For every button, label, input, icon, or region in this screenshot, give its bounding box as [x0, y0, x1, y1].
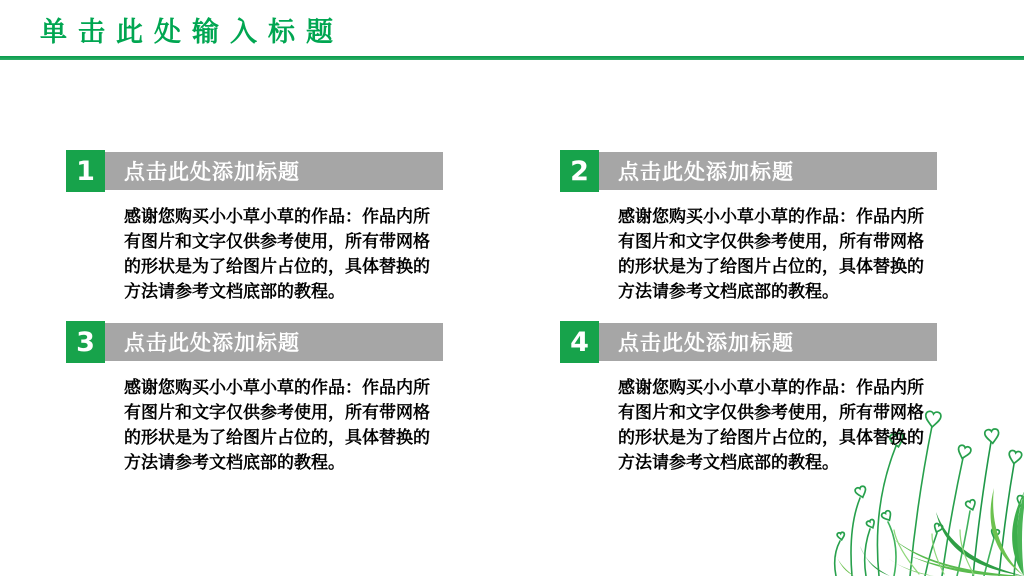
section-2 [560, 150, 937, 305]
section-3-header[interactable] [66, 321, 443, 363]
section-3 [66, 321, 443, 476]
section-4 [560, 321, 937, 476]
section-4-number-badge: 4 [560, 321, 599, 363]
section-2-header[interactable] [560, 150, 937, 192]
section-2-heading: 点击此处添加标题 [618, 160, 794, 184]
body-line: 的形状是为了给图片占位的，具体替换的 [124, 428, 430, 448]
section-1 [66, 150, 443, 305]
section-1-heading: 点击此处添加标题 [124, 160, 300, 184]
body-line: 的形状是为了给图片占位的，具体替换的 [618, 257, 924, 277]
body-line: 感谢您购买小小草小草的作品：作品内所 [124, 207, 430, 227]
body-line: 感谢您购买小小草小草的作品：作品内所 [124, 378, 430, 398]
section-4-header[interactable] [560, 321, 937, 363]
section-1-body[interactable] [124, 205, 443, 305]
section-2-body[interactable] [618, 205, 937, 305]
section-1-header[interactable] [66, 150, 443, 192]
section-3-body[interactable] [124, 376, 443, 476]
section-4-body[interactable] [618, 376, 937, 476]
body-line: 的形状是为了给图片占位的，具体替换的 [124, 257, 430, 277]
section-2-number-badge: 2 [560, 150, 599, 192]
section-1-title-bar [105, 152, 443, 190]
section-2-title-bar [599, 152, 937, 190]
body-line: 方法请参考文档底部的教程。 [124, 453, 345, 473]
body-line: 有图片和文字仅供参考使用，所有带网格 [124, 232, 430, 252]
body-line: 感谢您购买小小草小草的作品：作品内所 [618, 378, 924, 398]
section-1-number-badge: 1 [66, 150, 105, 192]
section-3-title-bar [105, 323, 443, 361]
section-4-title-bar [599, 323, 937, 361]
section-4-heading: 点击此处添加标题 [618, 331, 794, 355]
body-line: 方法请参考文档底部的教程。 [618, 453, 839, 473]
section-3-number-badge: 3 [66, 321, 105, 363]
title-underline [0, 56, 1024, 60]
body-line: 方法请参考文档底部的教程。 [124, 282, 345, 302]
slide-title-placeholder[interactable]: 单击此处输入标题 [40, 17, 344, 48]
body-line: 有图片和文字仅供参考使用，所有带网格 [618, 403, 924, 423]
body-line: 有图片和文字仅供参考使用，所有带网格 [618, 232, 924, 252]
body-line: 有图片和文字仅供参考使用，所有带网格 [124, 403, 430, 423]
body-line: 感谢您购买小小草小草的作品：作品内所 [618, 207, 924, 227]
body-line: 的形状是为了给图片占位的，具体替换的 [618, 428, 924, 448]
section-3-heading: 点击此处添加标题 [124, 331, 300, 355]
body-line: 方法请参考文档底部的教程。 [618, 282, 839, 302]
